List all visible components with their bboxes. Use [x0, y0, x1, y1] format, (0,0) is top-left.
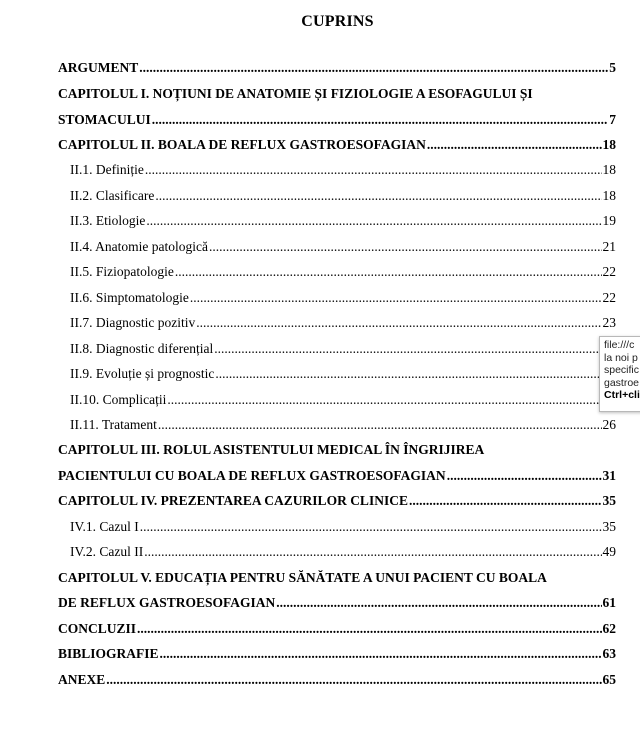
toc-entry-page: 26 — [602, 417, 616, 432]
toc-entry-concluzii[interactable] — [58, 619, 616, 639]
dot-leader — [190, 288, 602, 308]
toc-entry-chapter-2[interactable] — [58, 135, 616, 155]
toc-entry-label: IV.2. Cazul II — [70, 544, 144, 559]
toc-entry-page: 22 — [602, 290, 616, 305]
dot-leader — [175, 262, 602, 282]
toc-entry-label: II.10. Complicații — [70, 392, 167, 407]
toc-entry-label: II.9. Evoluție și prognostic — [70, 366, 215, 381]
toc-entry-iv-2[interactable] — [70, 542, 616, 562]
dot-leader — [145, 160, 602, 180]
toc-entry-label: II.6. Simptomatologie — [70, 290, 189, 305]
toc-entry-page: 35 — [602, 493, 616, 508]
dot-leader — [409, 491, 602, 511]
toc-entry-page: 21 — [602, 239, 616, 254]
toc-entry-label: II.2. Clasificare — [70, 188, 155, 203]
toc-entry-label: II.11. Tratament — [70, 417, 157, 432]
dot-leader — [152, 110, 608, 130]
toc-entry-label: CAPITOLUL II. BOALA DE REFLUX GASTROESOFAGIAN — [58, 137, 426, 152]
toc-entry-bibliografie[interactable] — [58, 644, 616, 664]
toc-entry-page: 63 — [602, 646, 616, 661]
toc-entry-label: BIBLIOGRAFIE — [58, 646, 159, 661]
toc-entry-label: STOMACULUI — [58, 112, 151, 127]
toc-entry-page: 49 — [602, 544, 616, 559]
toc-entry-page: 7 — [609, 112, 616, 127]
dot-leader — [209, 237, 602, 257]
toc-entry-ii-6[interactable] — [70, 288, 616, 308]
toc-entry-chapter-3[interactable] — [58, 466, 616, 486]
dot-leader — [140, 517, 602, 537]
toc-entry-chapter-4[interactable] — [58, 491, 616, 511]
dot-leader — [137, 619, 601, 639]
tooltip-line: file:///c — [604, 339, 635, 351]
toc-entry-ii-3[interactable] — [70, 211, 616, 231]
toc-entry-chapter-1-line1[interactable]: CAPITOLUL I. NOȚIUNI DE ANATOMIE ȘI FIZIOLOGIE A ESOFAGULUI ȘI — [58, 86, 533, 101]
tooltip-line: la noi p — [604, 351, 638, 364]
dot-leader — [144, 542, 601, 562]
toc-entry-page: 5 — [609, 60, 616, 75]
toc-entry-page: 19 — [602, 213, 616, 228]
toc-entry-page: 18 — [602, 162, 616, 177]
toc-entry-chapter-3-line1[interactable]: CAPITOLUL III. ROLUL ASISTENTULUI MEDICAL ÎN ÎNGRIJIREA — [58, 442, 485, 457]
toc-entry-ii-9[interactable] — [70, 364, 616, 384]
dot-leader — [427, 135, 602, 155]
toc-entry-label: IV.1. Cazul I — [70, 519, 139, 534]
dot-leader — [215, 364, 615, 384]
toc-entry-ii-11[interactable] — [70, 415, 616, 435]
toc-entry-page: 23 — [602, 315, 616, 330]
toc-entry-ii-7[interactable] — [70, 313, 616, 333]
toc-entry-ii-4[interactable] — [70, 237, 616, 257]
toc-entry-page: 18 — [602, 188, 616, 203]
toc-entry-label: ANEXE — [58, 672, 106, 687]
toc-entry-chapter-1[interactable] — [58, 110, 616, 130]
toc-entry-ii-5[interactable] — [70, 262, 616, 282]
toc-entry-label: II.5. Fiziopatologie — [70, 264, 174, 279]
toc-entry-label: ARGUMENT — [58, 60, 139, 75]
tooltip-hint: Ctrl+cli — [604, 389, 640, 401]
toc-entry-ii-2[interactable] — [70, 186, 616, 206]
dot-leader — [139, 58, 608, 78]
toc-entry-page: 35 — [602, 519, 616, 534]
dot-leader — [167, 390, 615, 410]
dot-leader — [106, 670, 601, 690]
page-title: CUPRINS — [301, 13, 374, 30]
toc-entry-label: CONCLUZII — [58, 621, 137, 636]
tooltip-line: gastroe — [604, 376, 640, 389]
toc-entry-chapter-5-line1[interactable]: CAPITOLUL V. EDUCAȚIA PENTRU SĂNĂTATE A UNUI PACIENT CU BOALA — [58, 570, 547, 585]
dot-leader — [214, 339, 615, 359]
toc-entry-ii-1[interactable] — [70, 160, 616, 180]
toc-entry-label: II.1. Definiție — [70, 162, 144, 177]
toc-entry-argument[interactable] — [58, 58, 616, 78]
toc-entry-page: 65 — [602, 672, 616, 687]
toc-entry-label: CAPITOLUL IV. PREZENTAREA CAZURILOR CLINICE — [58, 493, 408, 508]
toc-entry-ii-8[interactable] — [70, 339, 616, 359]
dot-leader — [196, 313, 601, 333]
toc-entry-page: 62 — [602, 621, 616, 636]
dot-leader — [160, 644, 602, 664]
toc-entry-page: 31 — [602, 468, 616, 483]
toc-entry-label: II.4. Anatomie patologică — [70, 239, 208, 254]
dot-leader — [158, 415, 602, 435]
toc-entry-ii-10[interactable] — [70, 390, 616, 410]
toc-entry-iv-1[interactable] — [70, 517, 616, 537]
toc-entry-label: II.3. Etiologie — [70, 213, 146, 228]
tooltip-line: specific — [604, 364, 640, 376]
hyperlink-tooltip — [599, 336, 640, 412]
toc-entry-label: DE REFLUX GASTROESOFAGIAN — [58, 595, 276, 610]
dot-leader — [447, 466, 602, 486]
toc-entry-page: 22 — [602, 264, 616, 279]
dot-leader — [155, 186, 601, 206]
toc-entry-label: PACIENTULUI CU BOALA DE REFLUX GASTROESOFAGIAN — [58, 468, 446, 483]
toc-entry-chapter-5[interactable] — [58, 593, 616, 613]
toc-entry-page: 18 — [602, 137, 616, 152]
toc-entry-page: 61 — [602, 595, 616, 610]
toc-entry-label: II.7. Diagnostic pozitiv — [70, 315, 196, 330]
dot-leader — [146, 211, 601, 231]
toc-entry-label: II.8. Diagnostic diferențial — [70, 341, 214, 356]
dot-leader — [276, 593, 601, 613]
toc-entry-anexe[interactable] — [58, 670, 616, 690]
